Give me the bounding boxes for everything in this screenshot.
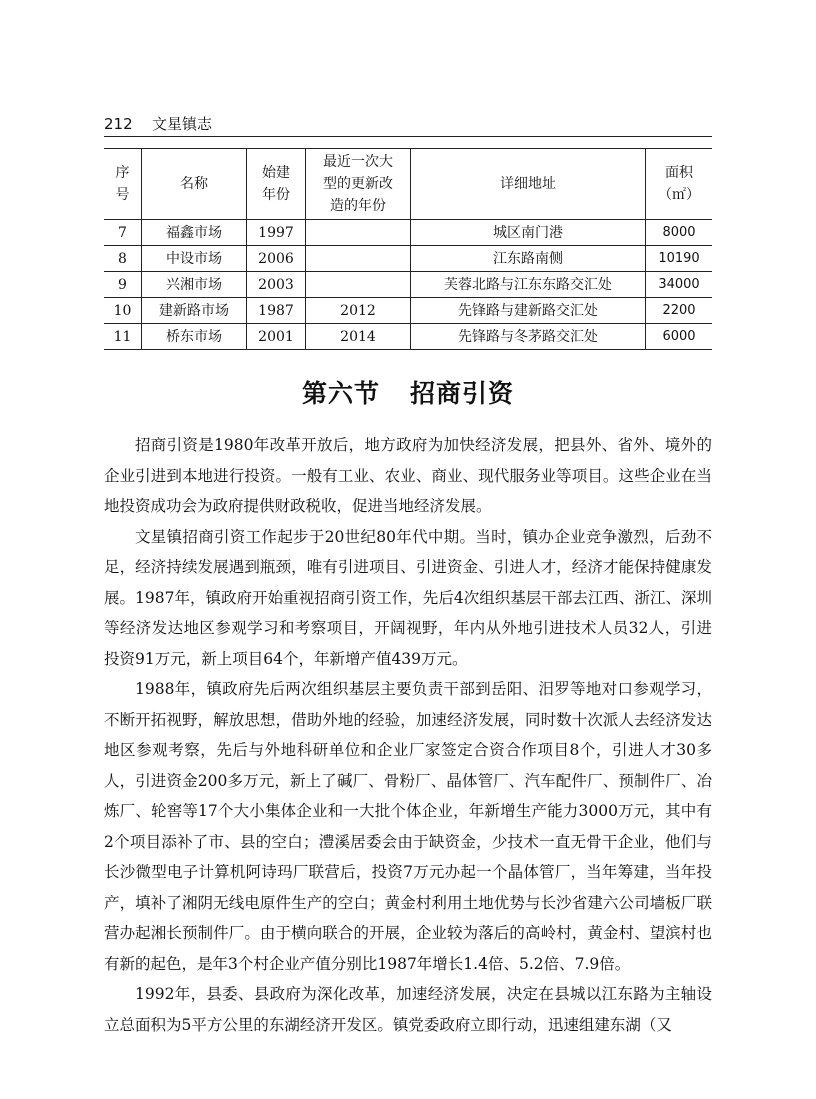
cell-area: 10190 — [646, 246, 713, 272]
cell-name: 中设市场 — [142, 246, 247, 272]
cell-built-year: 2003 — [247, 272, 306, 298]
book-title: 文星镇志 — [152, 115, 213, 133]
page-number: 212 — [104, 115, 133, 133]
cell-address: 先锋路与建新路交汇处 — [411, 298, 646, 324]
cell-address: 江东路南侧 — [411, 246, 646, 272]
cell-update-year: 2014 — [306, 324, 411, 350]
cell-built-year: 2001 — [247, 324, 306, 350]
cell-area: 2200 — [646, 298, 713, 324]
cell-update-year: 2012 — [306, 298, 411, 324]
paragraph: 1992年，县委、县政府为深化改革，加速经济发展，决定在县城以江东路为主轴设立总面积为5平方公里的东湖经济开发区。镇党委政府立即行动，迅速组建东湖（又 — [104, 985, 712, 1034]
cell-area: 34000 — [646, 272, 713, 298]
cell-area: 6000 — [646, 324, 713, 350]
col-header-index: 序 号 — [104, 149, 142, 220]
cell-update-year — [306, 272, 411, 298]
cell-name: 兴湘市场 — [142, 272, 247, 298]
cell-index: 10 — [104, 298, 142, 324]
cell-index: 9 — [104, 272, 142, 298]
table-row — [104, 246, 712, 272]
cell-address: 城区南门港 — [411, 220, 646, 246]
table-header-row — [104, 149, 712, 220]
col-header-name: 名称 — [142, 149, 247, 220]
section-name: 招商引资 — [410, 379, 515, 408]
table-row — [104, 298, 712, 324]
cell-name: 桥东市场 — [142, 324, 247, 350]
cell-built-year: 1997 — [247, 220, 306, 246]
cell-update-year — [306, 220, 411, 246]
cell-index: 8 — [104, 246, 142, 272]
cell-name: 福鑫市场 — [142, 220, 247, 246]
col-header-update-year: 最近一次大 型的更新改 造的年份 — [306, 149, 411, 220]
table-row — [104, 220, 712, 246]
body-text — [104, 430, 712, 1040]
section-title — [104, 374, 712, 410]
cell-name: 建新路市场 — [142, 298, 247, 324]
cell-index: 7 — [104, 220, 142, 246]
paragraph: 招商引资是1980年改革开放后，地方政府为加快经济发展，把县外、省外、境外的企业引进到本地进行投资。一般有工业、农业、商业、现代服务业等项目。这些企业在当地投资成功会为政府提供财政税收，促进当地经济发展。 — [104, 436, 712, 515]
cell-built-year: 2006 — [247, 246, 306, 272]
col-header-built-year: 始建 年份 — [247, 149, 306, 220]
cell-address: 芙蓉北路与江东东路交汇处 — [411, 272, 646, 298]
running-header — [104, 112, 712, 137]
cell-area: 8000 — [646, 220, 713, 246]
cell-index: 11 — [104, 324, 142, 350]
cell-built-year: 1987 — [247, 298, 306, 324]
cell-address: 先锋路与冬茅路交汇处 — [411, 324, 646, 350]
col-header-area: 面积 （㎡） — [646, 149, 713, 220]
table-row — [104, 272, 712, 298]
market-table — [104, 148, 712, 350]
paragraph: 1988年，镇政府先后两次组织基层主要负责干部到岳阳、汨罗等地对口参观学习，不断开拓视野，解放思想，借助外地的经验，加速经济发展，同时数十次派人去经济发达地区参观考察，先后与外地科研单位和企业厂家签定合资合作项目8个，引进人才30多人，引进资金200多万元，新上了碱厂、骨粉厂、晶体管厂、汽车配件厂、预制件厂、冶炼厂、轮窖等17个大小集体企业和一大批个体企业，年新增生产能力3000万元，其中有2个项目添补了市、县的空白；澧溪居委会由于缺资金，少技术一直无骨干企业，他们与长沙微型电子计算机阿诗玛厂联营后，投资7万元办起一个晶体管厂，当年筹建，当年投产，填补了湘阴无线电原件生产的空白；黄金村利用土地优势与长沙省建六公司墙板厂联营办起湘长预制件厂。由于横向联合的开展，企业较为落后的高岭村，黄金村、望滨村也有新的起色，是年3个村企业产值分别比1987年增长1.4倍、5.2倍、7.9倍。 — [104, 680, 712, 973]
section-number: 第六节 — [301, 379, 380, 408]
cell-update-year — [306, 246, 411, 272]
table-row — [104, 324, 712, 350]
col-header-address: 详细地址 — [411, 149, 646, 220]
paragraph: 文星镇招商引资工作起步于20世纪80年代中期。当时，镇办企业竞争激烈，后劲不足，经济持续发展遇到瓶颈，唯有引进项目、引进资金、引进人才，经济才能保持健康发展。1987年，镇政府开始重视招商引资工作，先后4次组织基层干部去江西、浙江、深圳等经济发达地区参观学习和考察项目，开阔视野，年内从外地引进技术人员32人，引进投资91万元，新上项目64个，年新增产值439万元。 — [104, 527, 712, 668]
